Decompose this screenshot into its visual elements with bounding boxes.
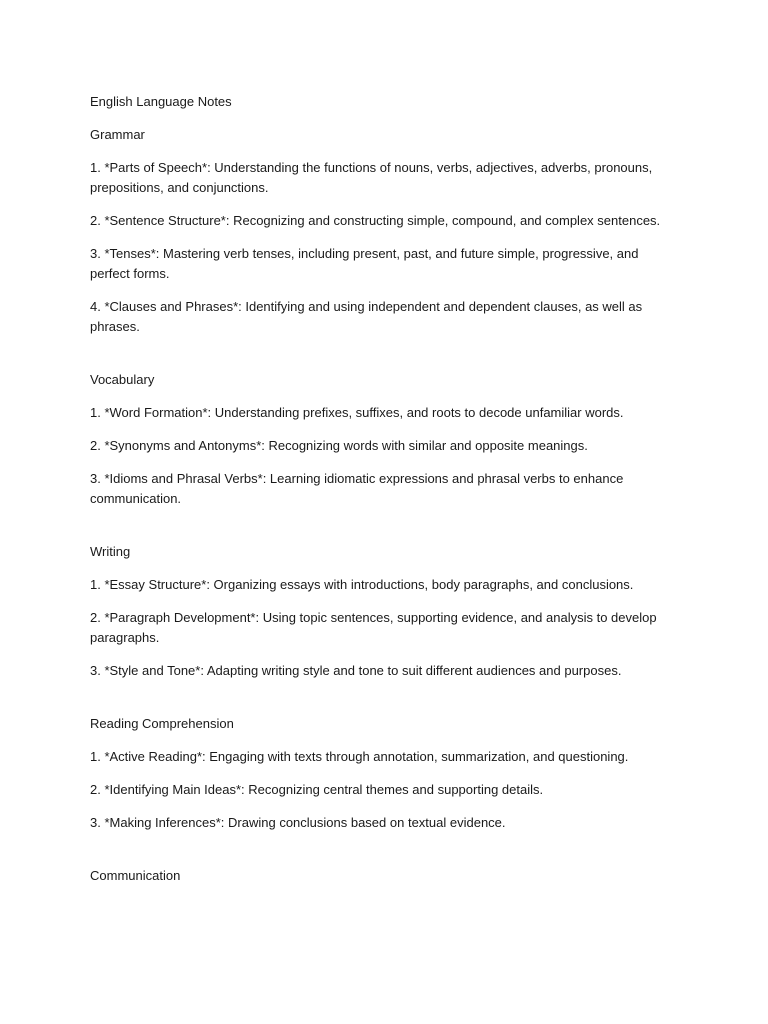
section-heading-reading-comprehension: Reading Comprehension xyxy=(90,716,234,731)
list-item: 3. *Tenses*: Mastering verb tenses, including present, past, and future simple, progressive, and perfect forms. xyxy=(90,246,639,281)
section-spacer xyxy=(90,350,680,370)
section-spacer xyxy=(90,694,680,714)
list-item: 2. *Synonyms and Antonyms*: Recognizing words with similar and opposite meanings. xyxy=(90,438,588,453)
section-heading-grammar: Grammar xyxy=(90,127,145,142)
list-item: 4. *Clauses and Phrases*: Identifying and using independent and dependent clauses, as well as phrases. xyxy=(90,299,643,334)
section-spacer xyxy=(90,522,680,542)
list-item: 1. *Parts of Speech*: Understanding the functions of nouns, verbs, adjectives, adverbs, pronouns, prepositions, and conjunctions. xyxy=(90,160,653,195)
list-item: 1. *Word Formation*: Understanding prefixes, suffixes, and roots to decode unfamiliar words. xyxy=(90,405,624,420)
section-heading-writing: Writing xyxy=(90,544,131,559)
list-item: 1. *Essay Structure*: Organizing essays with introductions, body paragraphs, and conclusions. xyxy=(90,577,634,592)
list-item: 3. *Style and Tone*: Adapting writing style and tone to suit different audiences and purposes. xyxy=(90,663,622,678)
document-title: English Language Notes xyxy=(90,94,232,109)
section-heading-communication: Communication xyxy=(90,868,181,883)
list-item: 2. *Identifying Main Ideas*: Recognizing central themes and supporting details. xyxy=(90,782,544,797)
document-body xyxy=(90,92,680,899)
section-spacer xyxy=(90,846,680,866)
list-item: 2. *Paragraph Development*: Using topic sentences, supporting evidence, and analysis to develop paragraphs. xyxy=(90,610,657,645)
list-item: 3. *Idioms and Phrasal Verbs*: Learning idiomatic expressions and phrasal verbs to enhance communication. xyxy=(90,471,624,506)
list-item: 3. *Making Inferences*: Drawing conclusions based on textual evidence. xyxy=(90,815,506,830)
list-item: 2. *Sentence Structure*: Recognizing and constructing simple, compound, and complex sentences. xyxy=(90,213,661,228)
section-heading-vocabulary: Vocabulary xyxy=(90,372,155,387)
list-item: 1. *Active Reading*: Engaging with texts through annotation, summarization, and questioning. xyxy=(90,749,629,764)
